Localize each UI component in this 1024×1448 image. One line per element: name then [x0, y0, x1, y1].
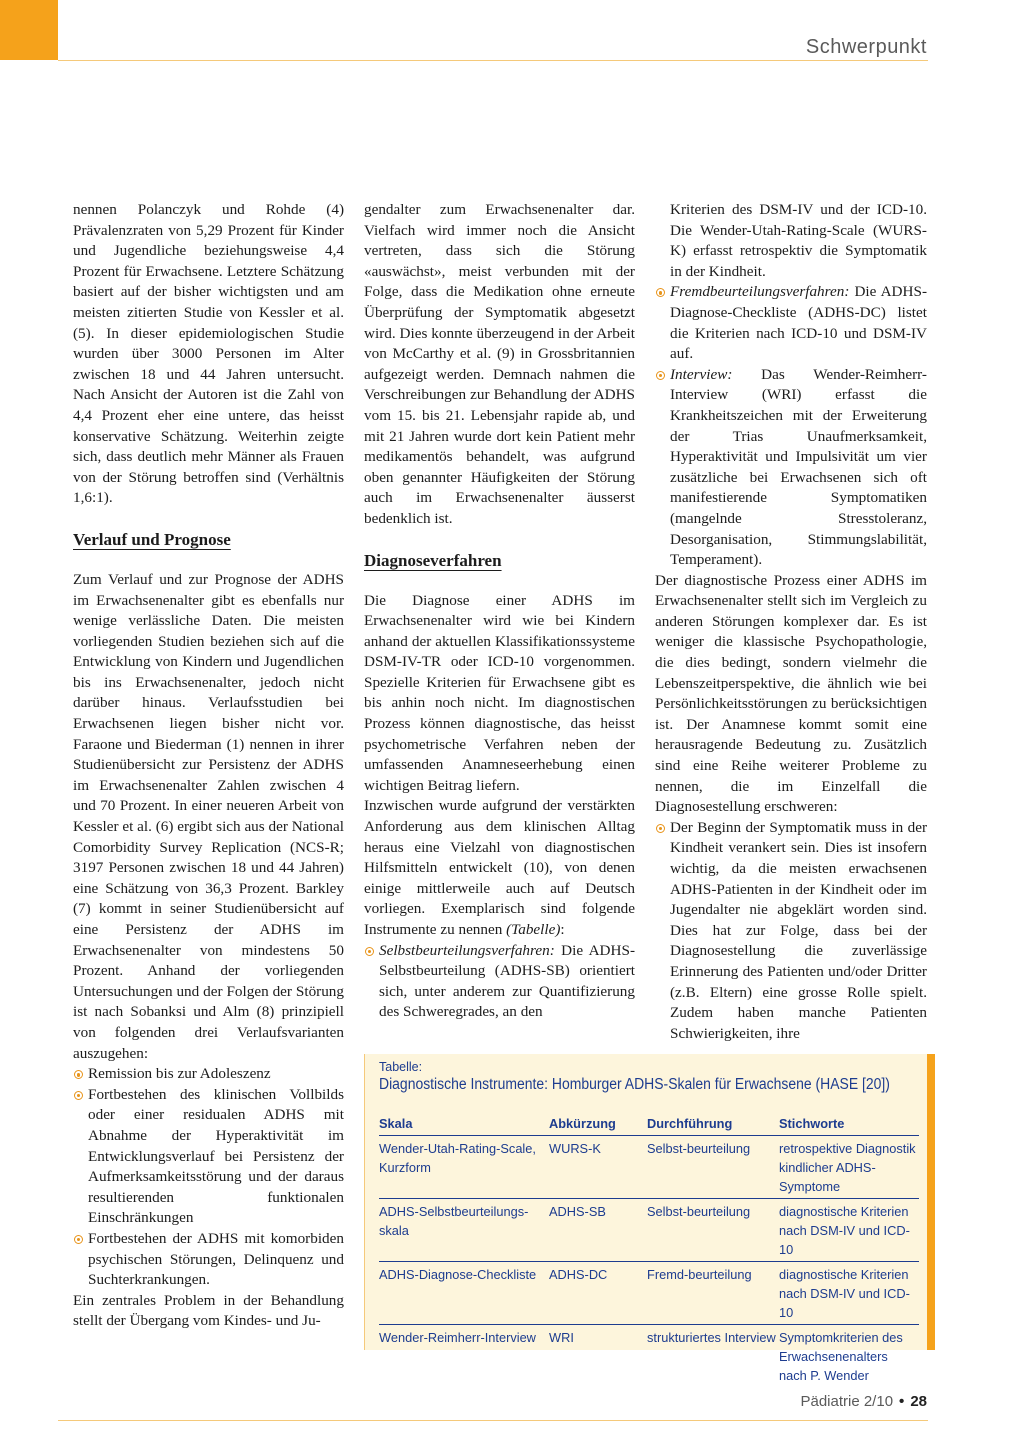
- list-item: Remission bis zur Adoleszenz: [73, 1064, 344, 1085]
- column-1: [73, 200, 344, 1332]
- subheading-diagnose: Diagnoseverfahren: [364, 550, 502, 570]
- column-header: Stichworte: [779, 1114, 919, 1136]
- table-cell: Wender-Reimherr-Interview: [379, 1330, 536, 1345]
- page-footer: [800, 1393, 927, 1410]
- table-header-row: [379, 1114, 919, 1136]
- table-title: Diagnostische Instrumente: Homburger ADHS-Skalen für Erwachsene (HASE [20]): [379, 1076, 890, 1093]
- list-term: Selbstbeurteilungsverfahren:: [379, 941, 555, 959]
- table-cell: Fremd-beurteilung: [647, 1262, 779, 1325]
- text-run: Inzwischen wurde aufgrund der verstärkten Anforderung aus dem klinischen Alltag heraus eine Vielzahl von diagnostischen Hilfsmitteln entwickelt (10), von denen einige mittlerweile auch auf Deutsch vorliegen. Exemplarisch sind folgende Instrumente zu nennen: [364, 797, 635, 938]
- bullet-list: [73, 1064, 344, 1291]
- header-rule: [58, 60, 928, 61]
- bullet-separator-icon: •: [899, 1393, 905, 1410]
- corner-tab: [0, 0, 58, 60]
- table-label: Tabelle:: [379, 1060, 423, 1074]
- table-cell: WRI: [549, 1330, 574, 1345]
- table-row: [379, 1325, 919, 1388]
- table-cell: Selbst-beurteilung: [647, 1136, 779, 1199]
- footer-rule: [58, 1420, 928, 1421]
- table-cell: strukturiertes Interview: [647, 1330, 776, 1345]
- column-2: [364, 200, 635, 1023]
- table-cell: ADHS-SB: [549, 1199, 647, 1262]
- column-header: Abkürzung: [549, 1114, 647, 1136]
- instrument-table: [379, 1114, 919, 1387]
- list-term: Fremdbeurteilungsverfahren:: [670, 283, 850, 301]
- list-item: [364, 941, 635, 1023]
- list-text: Die ADHS-Diagnose-Checkliste (ADHS-DC) listet die Kriterien nach ICD-10 und DSM-IV auf.: [670, 283, 927, 363]
- bullet-list: [655, 282, 927, 570]
- table-accent-bar: [927, 1054, 935, 1350]
- table-reference: (Tabelle): [506, 921, 561, 938]
- section-heading: Schwerpunkt: [805, 36, 927, 58]
- list-text: Die ADHS-Selbstbeurteilung (ADHS-SB) orientiert sich, unter anderem zur Quantifizierung des Schweregrades, an den: [379, 941, 635, 1021]
- column-header: Durchführung: [647, 1114, 779, 1136]
- text-run: :: [560, 921, 565, 938]
- table-cell: Symptomkriterien des Erwachsenenalters nach P. Wender: [779, 1330, 903, 1383]
- table-cell: WURS-K: [549, 1136, 647, 1199]
- bullet-list: [364, 941, 635, 1023]
- table-cell: ADHS-DC: [549, 1262, 647, 1325]
- page-number: 28: [910, 1393, 927, 1410]
- table-row: [379, 1262, 919, 1325]
- paragraph: Zum Verlauf und zur Prognose der ADHS im Erwachsenenalter gibt es ebenfalls nur wenige verlässliche Daten. Die meisten vorliegenden Studien beziehen sich auf die Entwicklung von Kindern und Jugendlichen bis ins Erwachsenenalter, jedoch nicht darüber hinaus. Verlaufsstudien bei Erwachsenen liegen bisher nicht vor. Faraone und Biederman (1) nennen in ihrer Studienübersicht zur Persistenz der ADHS im Erwachsenenalter Zahlen zwischen 4 und 70 Prozent. In einer neueren Arbeit von Kessler et al. (6) ergibt sich aus der National Comorbidity Survey Replication (NCS-R; 3197 Personen zwischen 18 und 44 Jahren) eine Schätzung von 36,3 Prozent. Barkley (7) kommt in seiner Studienübersicht auf eine Persistenz der ADHS im Erwachsenenalter von mindestens 50 Prozent. Anhand der vorliegenden Untersuchungen und der Folgen der Störung ist nach Sobanksi und Alm (8) prinzipiell von folgenden drei Verlaufsvarianten auszugehen:: [73, 570, 344, 1062]
- list-item: Fortbestehen des klinischen Vollbilds oder einer residualen ADHS mit Abnahme der Hyperaktivität im Entwicklungsverlauf bei Persistenz der Aufmerksamkeitsstörung und der daraus resultierenden funktionalen Einschränkungen: [73, 1085, 344, 1229]
- table-row: [379, 1136, 919, 1199]
- paragraph: nennen Polanczyk und Rohde (4) Prävalenzraten von 5,29 Prozent für Kinder und Jugendliche beziehungsweise 4,4 Prozent für Erwachsene. Letztere Schätzung basiert auf der bisher wichtigsten und am meisten zitierten Studie von Kessler et al. (5). In dieser epidemiologischen Studie wurden über 3000 Personen im Alter zwischen 18 und 44 Jahren untersucht. Nach Ansicht der Autoren ist die Zahl von 4,4 Prozent eher eine untere, das heisst konservative Schätzung. Weiterhin zeigte sich, dass deutlich mehr Männer als Frauen von der Störung betroffen sind (Verhältnis 1,6:1).: [73, 201, 344, 507]
- instrument-table-box: [364, 1054, 927, 1383]
- column-header: Skala: [379, 1114, 549, 1136]
- table-row: [379, 1199, 919, 1262]
- table-cell: Selbst-beurteilung: [647, 1199, 779, 1262]
- journal-issue: Pädiatrie 2/10: [800, 1393, 894, 1410]
- paragraph: [364, 796, 635, 940]
- list-term: Interview:: [670, 365, 733, 383]
- table-cell: ADHS-Selbstbeurteilungs-skala: [379, 1199, 549, 1262]
- column-3: [655, 200, 927, 1044]
- list-item: Der Beginn der Symptomatik muss in der Kindheit verankert sein. Dies ist insofern wichtig, da die meisten erwachsenen ADHS-Patienten in der Kindheit oder im Jugendalter nie abgeklärt worden sind. Dies hat zur Folge, dass bei der Diagnosestellung die zuverlässige Erinnerung des Patienten und/oder Dritter (z.B. Eltern) eine grosse Rolle spielt. Zudem haben manche Patienten Schwierigkeiten, ihre: [655, 818, 927, 1045]
- table-cell: Wender-Utah-Rating-Scale, Kurzform: [379, 1136, 549, 1199]
- paragraph: Der diagnostische Prozess einer ADHS im Erwachsenenalter stellt sich im Vergleich zu anderen Störungen komplexer dar. Es ist weniger die klassische Psychopathologie, die dies bedingt, sondern vielmehr die Lebenszeitperspektive, die ähnlich wie bei Persönlichkeitsstörungen zu berücksichtigen ist. Der Anamnese kommt somit eine herausragende Bedeutung zu. Zusätzlich sind eine Reihe weiterer Probleme zu nennen, die im Einzelfall die Diagnosestellung erschweren:: [655, 571, 927, 816]
- paragraph: Die Diagnose einer ADHS im Erwachsenenalter wird wie bei Kindern anhand der aktuellen Klassifikationssysteme DSM-IV-TR oder ICD-10 vorgenommen. Spezielle Kriterien für Erwachsene gibt es bis anhin noch nicht. Im diagnostischen Prozess können diagnostische, das heisst psychometrische Verfahren neben der umfassenden Anamneseerhebung einen wichtigen Beitrag liefern.: [364, 591, 635, 794]
- table-cell: diagnostische Kriterien nach DSM-IV und ICD-10: [779, 1199, 919, 1262]
- bullet-list: [655, 818, 927, 1045]
- paragraph-continued: Kriterien des DSM-IV und der ICD-10. Die Wender-Utah-Rating-Scale (WURS-K) erfasst retrospektiv die Symptomatik in der Kindheit.: [670, 201, 927, 280]
- list-item: [655, 365, 927, 571]
- paragraph: Ein zentrales Problem in der Behandlung stellt der Übergang vom Kindes- und Ju-: [73, 1291, 344, 1330]
- paragraph: gendalter zum Erwachsenenalter dar. Vielfach wird immer noch die Ansicht vertreten, dass sich die Störung «auswächst», meist verbunden mit der Folge, dass die Medikation ohne erneute Überprüfung der Symptomatik abgesetzt wird. Dies konnte überzeugend in der Arbeit von McCarthy et al. (9) in Grossbritannien aufgezeigt werden. Demnach nahmen die Verschreibungen zur Behandlung der ADHS vom 15. bis 21. Lebensjahr rapide ab, und mit 21 Jahren wurde dort kein Patient mehr medikamentös behandelt, was aufgrund oben genannter Häufigkeiten der Störung auch im Erwachsenenalter äusserst bedenklich ist.: [364, 201, 635, 527]
- list-item: Fortbestehen der ADHS mit komorbiden psychischen Störungen, Delinquenz und Suchterkrankungen.: [73, 1229, 344, 1291]
- table-cell: diagnostische Kriterien nach DSM-IV und ICD-10: [779, 1262, 919, 1325]
- subheading-verlauf: Verlauf und Prognose: [73, 529, 231, 549]
- list-item: [655, 282, 927, 364]
- table-cell: ADHS-Diagnose-Checkliste: [379, 1262, 549, 1325]
- table-cell: retrospektive Diagnostik kindlicher ADHS-Symptome: [779, 1136, 919, 1199]
- list-text: Das Wender-Reimherr-Interview (WRI) erfasst die Krankheitszeichen mit der Erweiterung der Trias Unaufmerksamkeit, Hyperaktivität und Impulsivität um vier zusätzliche bei Erwachsenen sich oft manifestierende Symptomatiken (mangelnde Stresstoleranz, Desorganisation, Stimmungslabilität, Temperament).: [670, 365, 927, 569]
